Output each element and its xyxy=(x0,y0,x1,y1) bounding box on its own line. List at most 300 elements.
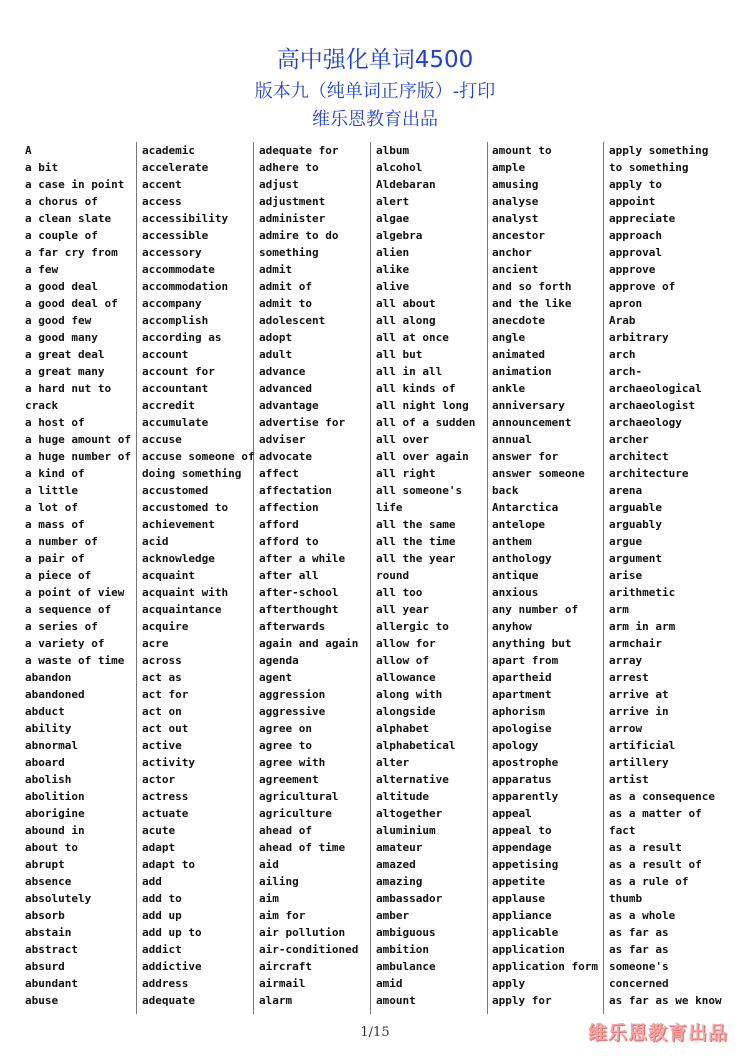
word-entry: a lot of xyxy=(25,501,78,514)
word-entry: all right xyxy=(376,467,436,480)
word-entry: adjust xyxy=(259,178,299,191)
word-entry: artillery xyxy=(609,756,669,769)
word-entry: abduct xyxy=(25,705,65,718)
word-entry: arrive at xyxy=(609,688,669,701)
word-entry: apologise xyxy=(492,722,552,735)
word-entry: appeal xyxy=(492,807,532,820)
word-entry: abolition xyxy=(25,790,85,803)
word-entry: as a whole xyxy=(609,909,676,922)
word-entry: account xyxy=(142,348,189,361)
word-entry: alive xyxy=(376,280,410,293)
word-entry: appendage xyxy=(492,841,552,854)
word-entry: animated xyxy=(492,348,545,361)
word-entry: apparatus xyxy=(492,773,552,786)
word-entry: apology xyxy=(492,739,539,752)
word-entry: apartheid xyxy=(492,671,552,684)
word-entry: accomplish xyxy=(142,314,209,327)
word-entry: analyse xyxy=(492,195,539,208)
word-entry: act on xyxy=(142,705,182,718)
word-entry: all along xyxy=(376,314,436,327)
word-column-3 xyxy=(254,142,371,1014)
word-entry: aid xyxy=(259,858,279,871)
word-entry: addict xyxy=(142,943,182,956)
word-entry: anthology xyxy=(492,552,552,565)
word-column-1 xyxy=(20,142,137,1014)
word-entry: afford to xyxy=(259,535,319,548)
word-entry: agree on xyxy=(259,722,312,735)
word-entry: alternative xyxy=(376,773,449,786)
word-entry: approve of xyxy=(609,280,676,293)
word-entry: accent xyxy=(142,178,182,191)
word-entry: access xyxy=(142,195,182,208)
word-entry: a host of xyxy=(25,416,85,429)
word-entry: add up xyxy=(142,909,182,922)
word-entry: absorb xyxy=(25,909,65,922)
word-entry: Arab xyxy=(609,314,636,327)
word-entry: artist xyxy=(609,773,649,786)
word-entry: actor xyxy=(142,773,176,786)
word-entry: appeal to xyxy=(492,824,552,837)
word-entry: approval xyxy=(609,246,662,259)
word-entry: antique xyxy=(492,569,539,582)
word-entry: all year xyxy=(376,603,429,616)
word-entry: accountant xyxy=(142,382,209,395)
word-entry: amusing xyxy=(492,178,539,191)
word-entry: ambulance xyxy=(376,960,436,973)
word-entry: abstain xyxy=(25,926,72,939)
word-entry: agenda xyxy=(259,654,299,667)
word-entry: archer xyxy=(609,433,649,446)
word-entry: amazed xyxy=(376,858,416,871)
word-entry: accompany xyxy=(142,297,202,310)
word-entry: answer someone xyxy=(492,467,585,480)
word-entry: a variety of xyxy=(25,637,105,650)
word-entry: life xyxy=(376,501,403,514)
word-entry: ahead of time xyxy=(259,841,346,854)
word-entry: aggressive xyxy=(259,705,326,718)
word-entry: Aldebaran xyxy=(376,178,436,191)
word-entry: accessibility xyxy=(142,212,229,225)
publisher-watermark: 维乐恩教育出品 xyxy=(588,1022,729,1044)
word-entry: agree with xyxy=(259,756,326,769)
word-entry: all too xyxy=(376,586,423,599)
word-entry: a good many xyxy=(25,331,98,344)
word-entry: abrupt xyxy=(25,858,65,871)
document-title: 高中强化单词4500 xyxy=(276,47,474,73)
word-entry: a kind of xyxy=(25,467,85,480)
word-entry: air pollution xyxy=(259,926,346,939)
word-entry: amber xyxy=(376,909,410,922)
word-entry: affection xyxy=(259,501,319,514)
word-entry: abundant xyxy=(25,977,78,990)
word-entry: absurd xyxy=(25,960,65,973)
word-entry: back xyxy=(492,484,519,497)
word-entry: about to xyxy=(25,841,78,854)
word-entry: alphabetical xyxy=(376,739,456,752)
word-entry: arguably xyxy=(609,518,662,531)
word-entry: adviser xyxy=(259,433,306,446)
word-entry: ahead of xyxy=(259,824,312,837)
word-entry: affectation xyxy=(259,484,332,497)
word-entry: A xyxy=(25,144,32,157)
word-entry: after-school xyxy=(259,586,339,599)
word-entry: arrive in xyxy=(609,705,669,718)
page-number: 1/15 xyxy=(360,1025,390,1040)
word-entry: arch- xyxy=(609,365,643,378)
word-entry: agreement xyxy=(259,773,319,786)
word-entry: any number of xyxy=(492,603,579,616)
word-entry: all the year xyxy=(376,552,456,565)
word-entry: across xyxy=(142,654,182,667)
word-entry: as a consequence xyxy=(609,790,715,803)
word-entry: alongside xyxy=(376,705,436,718)
word-entry: amateur xyxy=(376,841,423,854)
word-entry: appliance xyxy=(492,909,552,922)
word-entry: ancestor xyxy=(492,229,545,242)
word-entry: arm xyxy=(609,603,629,616)
word-entry: aim for xyxy=(259,909,306,922)
word-entry: apart from xyxy=(492,654,559,667)
word-entry: adhere to xyxy=(259,161,319,174)
word-entry: admit xyxy=(259,263,293,276)
word-entry: arm in arm xyxy=(609,620,676,633)
word-entry: according as xyxy=(142,331,222,344)
word-column-4 xyxy=(371,142,488,1014)
word-entry: apartment xyxy=(492,688,552,701)
word-entry: apply to xyxy=(609,178,662,191)
word-entry: appreciate xyxy=(609,212,676,225)
word-entry: accustomed to xyxy=(142,501,229,514)
word-entry: abolish xyxy=(25,773,72,786)
word-entry: accuse xyxy=(142,433,182,446)
word-entry: a huge number of xyxy=(25,450,131,463)
word-entry: amount xyxy=(376,994,416,1007)
word-entry: add up to xyxy=(142,926,202,939)
word-entry: absence xyxy=(25,875,72,888)
word-entry: a sequence of xyxy=(25,603,112,616)
word-entry: accommodate xyxy=(142,263,215,276)
word-entry: amazing xyxy=(376,875,423,888)
word-entry: appoint xyxy=(609,195,656,208)
word-entry: aphorism xyxy=(492,705,545,718)
word-entry: amount to xyxy=(492,144,552,157)
word-entry: angle xyxy=(492,331,526,344)
word-entry: a far cry from xyxy=(25,246,118,259)
word-entry: all of a sudden xyxy=(376,416,476,429)
word-entry: arise xyxy=(609,569,643,582)
word-entry: annual xyxy=(492,433,532,446)
word-entry: and the like xyxy=(492,297,572,310)
word-entry: archaeological xyxy=(609,382,702,395)
word-entry: all night long xyxy=(376,399,469,412)
word-entry: amid xyxy=(376,977,403,990)
word-entry: accumulate xyxy=(142,416,209,429)
word-entry: all in all xyxy=(376,365,443,378)
word-entry: archaeologist xyxy=(609,399,696,412)
word-entry: acid xyxy=(142,535,169,548)
word-entry: aborigine xyxy=(25,807,85,820)
word-entry: something xyxy=(259,246,319,259)
word-entry: as a result of xyxy=(609,858,702,871)
word-entry: Antarctica xyxy=(492,501,559,514)
word-entry: alert xyxy=(376,195,410,208)
word-entry: alike xyxy=(376,263,410,276)
document-subtitle: 版本九（纯单词正序版）-打印 xyxy=(254,81,496,102)
word-entry: accelerate xyxy=(142,161,209,174)
word-entry: accredit xyxy=(142,399,195,412)
word-entry: agriculture xyxy=(259,807,332,820)
word-entry: answer for xyxy=(492,450,559,463)
word-entry: actress xyxy=(142,790,189,803)
word-entry: adapt to xyxy=(142,858,195,871)
word-entry: architecture xyxy=(609,467,689,480)
word-entry: ambassador xyxy=(376,892,443,905)
word-entry: application xyxy=(492,943,565,956)
word-entry: arch xyxy=(609,348,636,361)
word-entry: adult xyxy=(259,348,293,361)
word-entry: air-conditioned xyxy=(259,943,359,956)
word-entry: allow for xyxy=(376,637,436,650)
word-entry: allergic to xyxy=(376,620,449,633)
word-entry: application form xyxy=(492,960,598,973)
word-entry: adjustment xyxy=(259,195,326,208)
word-entry: argue xyxy=(609,535,643,548)
word-entry: as a result xyxy=(609,841,682,854)
word-entry: a few xyxy=(25,263,59,276)
word-entry: argument xyxy=(609,552,662,565)
word-entry: as a rule of xyxy=(609,875,689,888)
word-entry: armchair xyxy=(609,637,662,650)
word-entry: a bit xyxy=(25,161,59,174)
word-entry: act out xyxy=(142,722,189,735)
word-entry: accessory xyxy=(142,246,202,259)
word-entry: affect xyxy=(259,467,299,480)
word-entry: a point of view xyxy=(25,586,125,599)
word-entry: ability xyxy=(25,722,72,735)
word-entry: someone's xyxy=(609,960,669,973)
word-entry: a piece of xyxy=(25,569,92,582)
word-entry: advocate xyxy=(259,450,312,463)
word-entry: anyhow xyxy=(492,620,532,633)
word-entry: array xyxy=(609,654,643,667)
word-entry: alphabet xyxy=(376,722,429,735)
word-entry: along with xyxy=(376,688,443,701)
word-entry: agree to xyxy=(259,739,312,752)
word-entry: abuse xyxy=(25,994,59,1007)
word-entry: ample xyxy=(492,161,526,174)
word-entry: a little xyxy=(25,484,78,497)
word-entry: a couple of xyxy=(25,229,98,242)
word-column-2 xyxy=(137,142,254,1014)
word-entry: a great deal xyxy=(25,348,105,361)
word-entry: antelope xyxy=(492,518,545,531)
word-entry: add xyxy=(142,875,162,888)
word-entry: after a while xyxy=(259,552,346,565)
word-entry: aboard xyxy=(25,756,65,769)
word-entry: agricultural xyxy=(259,790,339,803)
word-entry: a series of xyxy=(25,620,98,633)
word-entry: acquaint with xyxy=(142,586,229,599)
word-entry: as a matter of xyxy=(609,807,702,820)
word-entry: aim xyxy=(259,892,279,905)
word-entry: as far as xyxy=(609,926,669,939)
word-entry: abound in xyxy=(25,824,85,837)
word-entry: administer xyxy=(259,212,326,225)
word-entry: advance xyxy=(259,365,306,378)
word-entry: algebra xyxy=(376,229,423,242)
word-entry: abnormal xyxy=(25,739,78,752)
word-entry: architect xyxy=(609,450,669,463)
word-entry: arbitrary xyxy=(609,331,669,344)
word-entry: accommodation xyxy=(142,280,229,293)
word-entry: alcohol xyxy=(376,161,423,174)
word-entry: artificial xyxy=(609,739,676,752)
word-entry: apply xyxy=(492,977,526,990)
word-entry: album xyxy=(376,144,410,157)
word-entry: all about xyxy=(376,297,436,310)
word-entry: afford xyxy=(259,518,299,531)
word-entry: advantage xyxy=(259,399,319,412)
word-entry: all the same xyxy=(376,518,456,531)
word-entry: ambition xyxy=(376,943,429,956)
word-entry: acre xyxy=(142,637,169,650)
word-entry: apparently xyxy=(492,790,559,803)
word-entry: arguable xyxy=(609,501,662,514)
word-entry: a good few xyxy=(25,314,92,327)
word-entry: as far as xyxy=(609,943,669,956)
word-entry: acute xyxy=(142,824,176,837)
word-entry: activity xyxy=(142,756,195,769)
word-entry: abandoned xyxy=(25,688,85,701)
word-entry: altogether xyxy=(376,807,443,820)
word-entry: analyst xyxy=(492,212,539,225)
word-entry: acquire xyxy=(142,620,189,633)
word-entry: thumb xyxy=(609,892,643,905)
word-entry: adopt xyxy=(259,331,293,344)
word-entry: arrow xyxy=(609,722,643,735)
word-entry: anxious xyxy=(492,586,539,599)
word-entry: abandon xyxy=(25,671,72,684)
word-entry: a pair of xyxy=(25,552,85,565)
word-entry: admit to xyxy=(259,297,312,310)
word-entry: allowance xyxy=(376,671,436,684)
word-entry: applicable xyxy=(492,926,559,939)
word-entry: a huge amount of xyxy=(25,433,131,446)
word-entry: apron xyxy=(609,297,643,310)
word-entry: a great many xyxy=(25,365,105,378)
word-entry: appetising xyxy=(492,858,559,871)
word-entry: acknowledge xyxy=(142,552,215,565)
word-entry: alien xyxy=(376,246,410,259)
word-entry: acquaintance xyxy=(142,603,222,616)
word-entry: all over again xyxy=(376,450,469,463)
word-entry: aggression xyxy=(259,688,326,701)
word-entry: anecdote xyxy=(492,314,545,327)
word-entry: altitude xyxy=(376,790,429,803)
word-entry: arithmetic xyxy=(609,586,676,599)
word-entry: arena xyxy=(609,484,643,497)
word-entry: accuse someone of xyxy=(142,450,255,463)
word-entry: account for xyxy=(142,365,215,378)
word-entry: accessible xyxy=(142,229,209,242)
word-entry: anchor xyxy=(492,246,532,259)
word-entry: apply something xyxy=(609,144,709,157)
word-entry: abstract xyxy=(25,943,78,956)
word-entry: all someone's xyxy=(376,484,463,497)
word-entry: ailing xyxy=(259,875,299,888)
word-entry: a number of xyxy=(25,535,98,548)
word-entry: addictive xyxy=(142,960,202,973)
word-entry: act as xyxy=(142,671,182,684)
word-entry: anthem xyxy=(492,535,532,548)
word-entry: aircraft xyxy=(259,960,312,973)
word-entry: appetite xyxy=(492,875,545,888)
word-entry: all but xyxy=(376,348,423,361)
word-entry: concerned xyxy=(609,977,669,990)
word-entry: allow of xyxy=(376,654,429,667)
word-entry: applause xyxy=(492,892,545,905)
word-entry: adequate for xyxy=(259,144,339,157)
word-entry: archaeology xyxy=(609,416,682,429)
word-entry: act for xyxy=(142,688,189,701)
word-entry: a clean slate xyxy=(25,212,112,225)
word-column-5 xyxy=(487,142,604,1014)
word-entry: add to xyxy=(142,892,182,905)
word-entry: crack xyxy=(25,399,59,412)
word-entry: afterwards xyxy=(259,620,326,633)
word-entry: address xyxy=(142,977,189,990)
word-entry: absolutely xyxy=(25,892,92,905)
word-entry: adequate xyxy=(142,994,195,1007)
word-entry: doing something xyxy=(142,467,242,480)
word-entry: ancient xyxy=(492,263,539,276)
word-entry: announcement xyxy=(492,416,572,429)
word-entry: all the time xyxy=(376,535,456,548)
word-entry: advertise for xyxy=(259,416,346,429)
word-entry: animation xyxy=(492,365,552,378)
word-entry: round xyxy=(376,569,410,582)
word-entry: active xyxy=(142,739,182,752)
word-entry: all over xyxy=(376,433,429,446)
word-entry: anniversary xyxy=(492,399,565,412)
word-entry: after all xyxy=(259,569,319,582)
word-entry: agent xyxy=(259,671,293,684)
word-entry: accustomed xyxy=(142,484,209,497)
word-entry: adolescent xyxy=(259,314,326,327)
word-entry: and so forth xyxy=(492,280,572,293)
word-entry: all kinds of xyxy=(376,382,456,395)
word-entry: a case in point xyxy=(25,178,125,191)
word-entry: alarm xyxy=(259,994,293,1007)
word-column-6 xyxy=(604,142,734,1014)
word-entry: actuate xyxy=(142,807,189,820)
word-entry: as far as we know xyxy=(609,994,722,1007)
word-entry: a hard nut to xyxy=(25,382,112,395)
word-entry: achievement xyxy=(142,518,215,531)
word-entry: admire to do xyxy=(259,229,339,242)
word-entry: admit of xyxy=(259,280,312,293)
word-entry: again and again xyxy=(259,637,359,650)
word-entry: alter xyxy=(376,756,410,769)
word-entry: aluminium xyxy=(376,824,436,837)
word-entry: a mass of xyxy=(25,518,85,531)
word-entry: arrest xyxy=(609,671,649,684)
word-entry: apostrophe xyxy=(492,756,559,769)
word-entry: all at once xyxy=(376,331,449,344)
word-entry: airmail xyxy=(259,977,306,990)
word-entry: fact xyxy=(609,824,636,837)
word-entry: academic xyxy=(142,144,195,157)
